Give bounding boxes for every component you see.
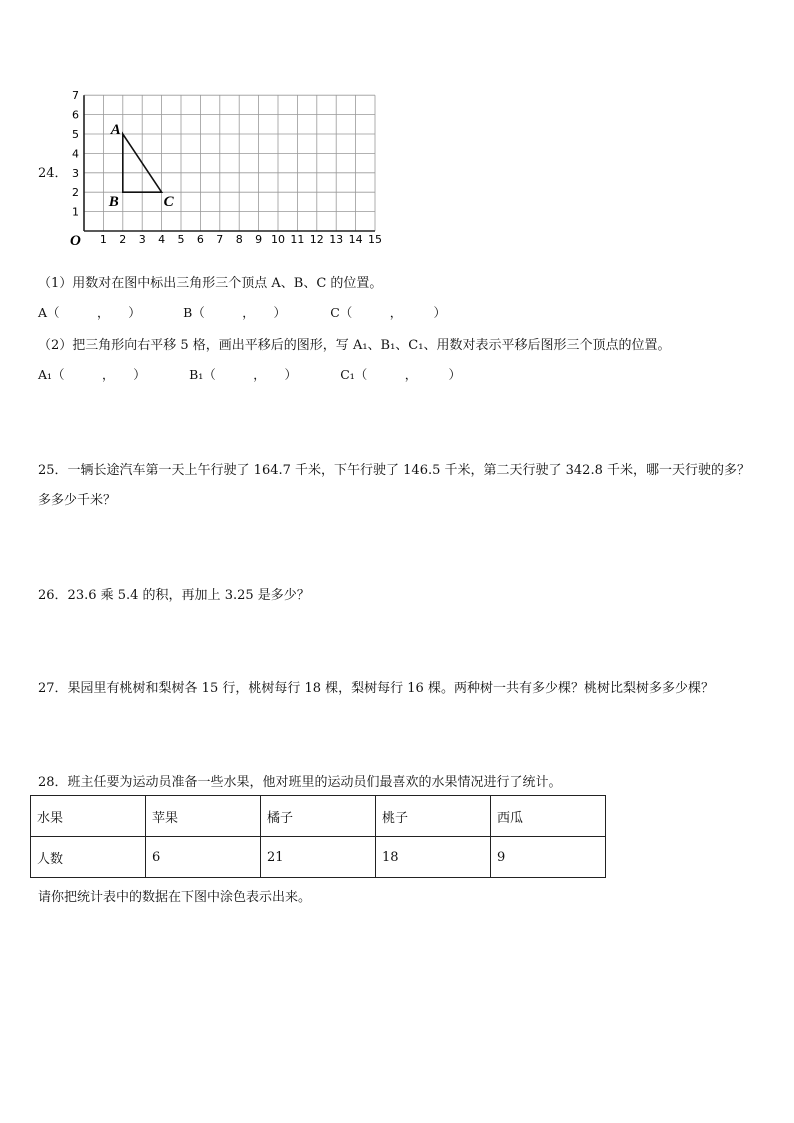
question-28-instruction: 请你把统计表中的数据在下图中涂色表示出来。 <box>38 890 312 905</box>
x-tick-label: 13 <box>329 233 344 246</box>
x-tick-label: 6 <box>196 233 204 246</box>
x-tick-label: 12 <box>309 233 324 246</box>
q24-part1-answers <box>38 302 446 321</box>
vertex-label-b: B <box>108 194 119 211</box>
table-row <box>31 837 606 878</box>
x-tick-label: 9 <box>255 233 263 246</box>
vertex-label-a: A <box>110 122 121 138</box>
question-25-cont: 多多少千米？ <box>38 493 117 508</box>
y-tick-label: 5 <box>72 128 79 141</box>
q24-part1: （1）用数对在图中标出三角形三个顶点 A、B、C 的位置。 <box>38 276 383 291</box>
y-tick-label: 4 <box>72 147 79 161</box>
x-tick-label: 2 <box>119 233 127 246</box>
x-tick-label: 11 <box>290 233 305 246</box>
answer-b[interactable]: B（ ， ） <box>183 305 287 320</box>
x-tick-label: 15 <box>368 233 382 246</box>
coordinate-grid <box>60 88 390 248</box>
table-cell: 人数 <box>31 837 146 878</box>
origin-label: O <box>70 233 81 248</box>
x-tick-label: 4 <box>158 233 166 246</box>
x-tick-label: 7 <box>216 233 224 246</box>
question-24-number: 24． <box>38 166 68 181</box>
y-tick-label: 7 <box>72 89 79 103</box>
answer-c1[interactable]: C₁（ ， ） <box>340 367 462 382</box>
table-cell: 9 <box>491 837 606 878</box>
x-tick-label: 8 <box>235 233 243 246</box>
answer-a[interactable]: A（ ， ） <box>38 305 141 320</box>
table-cell: 18 <box>376 837 491 878</box>
answer-b1[interactable]: B₁（ ， ） <box>189 367 298 382</box>
question-27: 27．果园里有桃树和梨树各 15 行，桃树每行 18 棵，梨树每行 16 棵。两种树一共有多少棵？桃树比梨树多多少棵？ <box>38 681 714 696</box>
table-row <box>31 796 606 837</box>
question-28: 28．班主任要为运动员准备一些水果，他对班里的运动员们最喜欢的水果情况进行了统计。 <box>38 775 562 790</box>
table-cell: 水果 <box>31 796 146 837</box>
y-tick-label: 3 <box>72 166 79 180</box>
x-tick-label: 3 <box>138 233 146 246</box>
table-cell: 21 <box>261 837 376 878</box>
question-25: 25．一辆长途汽车第一天上午行驶了 164.7 千米，下午行驶了 146.5 千米，第二天行驶了 342.8 千米，哪一天行驶的多？ <box>38 463 750 478</box>
answer-a1[interactable]: A₁（ ， ） <box>38 367 146 382</box>
y-tick-label: 6 <box>72 108 79 122</box>
q24-part2: （2）把三角形向右平移 5 格，画出平移后的图形，写 A₁、B₁、C₁、用数对表示平移后图形三个顶点的位置。 <box>38 338 671 353</box>
x-tick-label: 10 <box>271 233 285 246</box>
table-cell: 西瓜 <box>491 796 606 837</box>
vertex-label-c: C <box>163 194 174 211</box>
y-tick-label: 1 <box>72 205 79 219</box>
x-tick-label: 5 <box>177 233 185 246</box>
y-tick-label: 2 <box>72 186 79 200</box>
x-tick-label: 1 <box>99 233 107 246</box>
q24-part2-answers <box>38 364 461 383</box>
table-cell: 6 <box>146 837 261 878</box>
table-cell: 桃子 <box>376 796 491 837</box>
fruit-stats-table <box>30 795 606 878</box>
x-tick-label: 14 <box>348 233 363 246</box>
answer-c[interactable]: C（ ， ） <box>330 305 447 320</box>
table-cell: 橘子 <box>261 796 376 837</box>
table-cell: 苹果 <box>146 796 261 837</box>
question-26: 26．23.6 乘 5.4 的积，再加上 3.25 是多少？ <box>38 588 310 603</box>
